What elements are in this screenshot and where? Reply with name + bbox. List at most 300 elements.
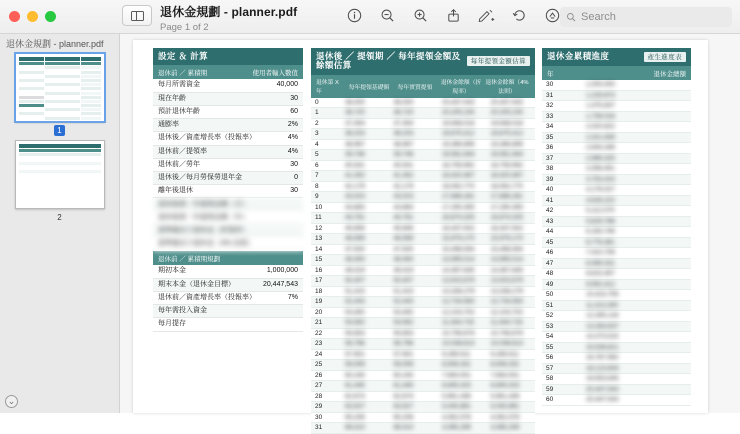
sidebar-options-button[interactable]: ⌄ [5,395,18,408]
table-row [542,259,691,270]
cell-bal-d: 5,040,891 [442,403,471,411]
panel-c-columns [542,66,691,80]
thumbnail-list[interactable] [0,51,119,223]
row-year: 15 [315,256,323,264]
cell-real: 42,179 [393,182,414,190]
minimize-button[interactable] [27,11,38,22]
table-row [542,280,691,291]
cell-real: 63,927 [393,403,414,411]
cell-bal-r: 8,508,331 [490,361,520,369]
cell-real: 45,656 [393,224,414,232]
cell-total: 12,265,134 [586,312,619,320]
table-row [542,206,691,217]
cell-bal-d: 19,948,018 [442,119,475,127]
row-value: 60 [290,107,298,115]
table-row [311,182,535,193]
table-row [311,371,535,382]
row-year: 41 [546,196,554,204]
thumbnail-preview-2 [16,141,104,208]
table-row [153,225,303,238]
search-icon [566,12,576,22]
row-label: 退休後第一年提領金額（年） [158,213,249,221]
row-value: 30 [290,94,298,102]
cell-total: 6,776,481 [586,238,615,246]
table-row [153,292,303,305]
panel-c-title [542,48,691,66]
cell-real: 38,203 [393,130,414,138]
row-year: 11 [315,214,322,222]
cell-bal-r: 17,686,281 [490,193,524,201]
cell-base: 42,179 [345,182,365,190]
annotate-icon[interactable] [542,4,562,26]
cell-base: 55,653 [345,329,365,337]
window-controls[interactable] [9,11,56,22]
row-year: 14 [315,245,323,253]
row-year: 36 [546,144,554,152]
cell-bal-d: 5,961,436 [442,392,471,400]
table-row [153,159,303,172]
table-row [542,290,691,301]
cell-bal-d: 12,734,583 [442,298,475,306]
cell-bal-d: 6,845,415 [442,382,471,390]
row-label: 離年後退休 [158,187,193,195]
row-year: 48 [546,270,554,278]
cell-total: 4,628,222 [586,196,615,204]
cell-bal-r: 10,756,679 [490,329,524,337]
row-year: 43 [546,217,554,225]
cell-bal-d: 4,082,578 [442,413,471,421]
table-row [542,374,691,385]
cell-base: 65,206 [345,413,365,421]
row-label: 現在年齡 [158,94,186,102]
table-row [311,98,535,109]
cell-bal-d: 10,756,679 [442,329,475,337]
cell-bal-d: 12,103,702 [442,308,475,316]
zoom-out-icon[interactable] [377,4,397,26]
cell-total: 18,123,834 [586,364,619,372]
table-row [311,392,535,403]
row-year: 30 [315,413,323,421]
cell-real: 44,761 [393,214,414,222]
info-icon[interactable] [344,4,364,26]
cell-bal-r: 19,081,944 [490,151,524,159]
maximize-button[interactable] [45,11,56,22]
table-row [153,146,303,159]
thumbnail-page-2[interactable] [0,140,119,223]
cell-total: 16,787,982 [586,354,619,362]
row-year: 59 [546,385,554,393]
cell-bal-r: 19,386,899 [490,140,524,148]
row-label: 退休後／資產增長率（投報率） [158,134,256,142]
row-value: 20,447,543 [262,280,298,288]
cell-bal-d: 15,498,594 [442,245,475,253]
row-year: 10 [315,203,323,211]
table-row [311,192,535,203]
cell-bal-r: 9,289,511 [490,350,519,358]
cell-bal-d: 16,874,325 [442,214,475,222]
table-row [153,238,303,251]
row-year: 19 [315,298,323,306]
thumbnail-sidebar[interactable] [0,34,120,413]
cell-real: 37,454 [393,119,414,127]
col-base: 每年提領基礎額 [348,84,390,91]
cell-base: 40,541 [345,161,365,169]
cell-real: 48,450 [393,256,414,264]
table-row [311,413,535,424]
cell-bal-r: 14,467,645 [490,266,524,274]
cell-bal-d: 16,437,502 [442,224,475,232]
cell-bal-r: 7,694,001 [490,371,520,379]
cell-bal-d: 19,386,899 [442,140,475,148]
panel-c-rows [542,80,691,406]
cell-real: 53,492 [393,308,414,316]
row-year: 57 [546,364,554,372]
table-row [153,106,303,119]
cell-real: 52,443 [393,298,414,306]
row-year: 7 [315,172,319,180]
table-row [542,322,691,333]
table-row [153,79,303,92]
table-row [311,203,535,214]
row-year: 25 [315,361,323,369]
table-row [311,318,535,329]
page-indicator: Page 1 of 2 [160,22,209,33]
row-year: 0 [315,98,319,106]
cell-base: 61,445 [345,382,365,390]
table-row [542,122,691,133]
cell-total: 3,753,415 [586,175,615,183]
thumbnail-page-1[interactable] [0,53,119,136]
row-year: 39 [546,175,554,183]
cell-base: 51,415 [345,287,365,295]
row-year: 34 [546,123,554,131]
table-row [542,196,691,207]
cell-real: 61,445 [393,382,414,390]
cell-total: 2,644,348 [586,144,615,152]
row-label: 期末本金（退休金目標） [158,280,235,288]
cell-real: 56,766 [393,340,414,348]
row-label: 每月所需資金 [158,81,200,89]
cell-bal-d: 17,686,281 [442,193,475,201]
table-row [153,185,303,198]
cell-bal-d: 13,915,679 [442,277,475,285]
thumbnail-image-2[interactable] [15,140,105,209]
cell-total: 11,313,300 [586,301,619,309]
panel-a-title-text: 設定 ＆ 計算 [158,51,209,61]
panel-c-title-text: 退休金累積進度 [547,51,610,62]
cell-real: 38,967 [393,140,414,148]
document-title-block [160,3,297,33]
table-row [311,381,535,392]
table-row [542,112,691,123]
cell-bal-r: 10,038,614 [490,340,524,348]
table-row [311,423,535,434]
cell-bal-r: 16,437,502 [490,224,524,232]
cell-real: 43,883 [393,203,414,211]
cell-base: 38,203 [345,130,365,138]
cell-real: 55,653 [393,329,414,337]
sidebar-header: 退休金規劃 - planner.pdf [6,39,104,49]
row-value: 7% [287,293,298,301]
table-row [311,266,535,277]
row-year: 22 [315,329,323,337]
cell-bal-d: 13,338,279 [442,287,475,295]
generate-withdrawal-button[interactable]: 每年提領金額估算 [467,56,530,66]
cell-real: 66,510 [393,424,414,432]
row-year: 60 [546,396,554,404]
table-row [153,172,303,185]
cell-bal-d: 11,444,716 [442,319,475,327]
row-year: 4 [315,140,319,148]
cell-bal-r: 19,948,018 [490,119,524,127]
cell-bal-r: 4,082,578 [490,413,520,421]
row-label: 退休前／勞年 [158,160,200,168]
row-value: 30 [290,160,298,168]
cell-real: 39,746 [393,151,414,159]
panel-a-subheader [153,65,303,79]
cell-bal-d: 17,290,355 [442,203,475,211]
cell-total: 5,112,070 [586,207,615,215]
row-year: 32 [546,102,554,110]
thumbnail-image-1[interactable] [15,53,105,122]
cell-bal-r: 18,420,467 [490,172,524,180]
table-row [311,140,535,151]
cell-total: 2,020,622 [586,123,615,131]
cell-total: 20,447,543 [586,396,619,404]
cell-bal-d: 19,081,944 [442,151,475,159]
cell-base: 36,000 [345,98,365,106]
panel-a-subheader-left: 退休前 ／ 累積期 [158,69,208,77]
table-row [542,385,691,396]
cell-bal-r: 19,675,412 [490,130,524,138]
table-row [311,402,535,413]
row-year: 30 [546,81,554,89]
cell-bal-r: 16,874,325 [490,214,524,222]
panel-a-subheader-right: 使用者輸入數值 [252,69,298,77]
cell-total: 3,358,451 [586,165,615,173]
table-row [542,175,691,186]
generate-progress-button[interactable]: 產生進度表 [644,52,687,62]
cell-base: 53,492 [345,308,365,316]
cell-real: 50,407 [393,277,414,285]
row-year: 20 [315,308,323,316]
cell-base: 62,674 [345,392,365,400]
row-year: 56 [546,354,554,362]
cell-base: 49,419 [345,266,365,274]
row-year: 50 [546,291,554,299]
row-year: 42 [546,207,554,215]
cell-total: 6,183,746 [586,228,615,236]
cell-real: 36,720 [393,109,414,117]
cell-bal-r: 3,085,259 [490,424,520,432]
col-year: 退休第 X 年 [316,80,339,96]
row-label: 預計退休年齡 [158,107,200,115]
markup-pen-icon[interactable] [476,4,496,26]
cell-total: 1,229,873 [586,91,615,99]
row-year: 1 [315,109,319,117]
cell-base: 43,883 [345,203,365,211]
table-row [542,248,691,259]
cell-total: 9,592,412 [586,280,615,288]
row-label: 退休前／提領率 [158,147,207,155]
row-value: 4% [287,147,298,155]
cell-bal-r: 5,040,891 [490,403,520,411]
cell-base: 54,562 [345,319,365,327]
cell-real: 47,500 [393,245,414,253]
table-row [311,171,535,182]
table-row [153,132,303,145]
cell-total: 8,815,457 [586,270,615,278]
cell-bal-r: 15,979,170 [490,235,524,243]
search-input[interactable] [560,7,732,27]
panel-a-title [153,48,303,65]
col-year: 年 [547,70,554,78]
row-label: 通膨率 [158,121,179,129]
table-row [311,119,535,130]
table-row [153,305,303,318]
sidebar-icon [131,11,144,21]
table-row [542,164,691,175]
panel-b-rows [311,98,535,434]
cell-base: 43,023 [345,193,365,201]
row-year: 40 [546,186,554,194]
row-year: 6 [315,161,319,169]
cell-bal-r: 6,845,415 [490,382,520,390]
row-year: 3 [315,130,319,138]
table-row [542,185,691,196]
row-year: 2 [315,119,319,127]
sidebar-toggle-button[interactable] [122,5,152,26]
close-button[interactable] [9,11,20,22]
cell-real: 40,541 [393,161,414,169]
col-real: 每年實質提領 [397,84,433,91]
table-row [311,108,535,119]
cell-real: 49,419 [393,266,414,274]
table-row [311,255,535,266]
cell-total: 8,089,331 [586,259,615,267]
cell-total: 20,447,543 [586,385,619,393]
cell-real: 46,569 [393,235,414,243]
cell-base: 63,927 [345,403,365,411]
cell-bal-r: 11,444,716 [490,319,523,327]
row-year: 53 [546,322,554,330]
panel-b-title [311,48,535,75]
cell-bal-r: 17,290,355 [490,203,524,211]
cell-base: 47,500 [345,245,365,253]
panel-withdrawal-estimate [311,48,535,434]
share-icon[interactable] [443,4,463,26]
table-row [542,217,691,228]
toolbar [344,4,595,26]
cell-bal-r: 18,062,770 [490,182,524,190]
cell-base: 44,761 [345,214,365,222]
row-year: 16 [315,266,323,274]
row-year: 38 [546,165,554,173]
cell-total: 2,989,325 [586,154,615,162]
rotate-icon[interactable] [509,4,529,26]
row-year: 9 [315,193,319,201]
row-year: 18 [315,287,323,295]
row-year: 23 [315,340,323,348]
row-year: 24 [315,350,323,358]
col-balance-rule: 退休金餘額（4% 法則） [485,80,529,96]
cell-base: 50,407 [345,277,365,285]
cell-real: 59,059 [393,361,414,369]
row-year: 47 [546,259,554,267]
row-year: 58 [546,375,554,383]
table-row [542,301,691,312]
row-label: 退休前／資產增長率（投報率） [158,293,256,301]
row-year: 31 [546,91,554,99]
table-row [311,150,535,161]
table-row [153,93,303,106]
table-row [311,245,535,256]
table-row [311,287,535,298]
cell-base: 57,901 [345,350,365,358]
cell-bal-d: 20,447,543 [442,98,475,106]
cell-total: 13,283,637 [586,322,619,330]
table-row [311,329,535,340]
table-row [153,265,303,278]
row-year: 54 [546,333,554,341]
cell-bal-d: 15,979,170 [442,235,475,243]
row-year: 44 [546,228,554,236]
row-value: 1,000,000 [266,267,298,275]
cell-base: 38,967 [345,140,365,148]
panel-a-section2-header: 退休前 ／ 累積期規劃 [153,251,303,265]
cell-base: 56,766 [345,340,365,348]
cell-bal-d: 19,675,412 [442,130,475,138]
table-row [542,311,691,322]
row-value: 4% [287,134,298,142]
cell-bal-d: 18,062,770 [442,182,475,190]
cell-base: 66,510 [345,424,365,432]
pdf-page [133,40,708,432]
cell-bal-d: 8,508,331 [442,361,471,369]
cell-base: 45,656 [345,224,365,232]
cell-bal-d: 18,759,992 [442,161,475,169]
table-row [311,308,535,319]
thumbnail-number-2: 2 [57,213,62,222]
cell-total: 1,000,000 [586,81,615,89]
row-year: 45 [546,238,554,246]
cell-total: 4,176,027 [586,186,615,194]
cell-bal-d: 9,289,511 [442,350,471,358]
table-row [153,119,303,132]
table-row [542,133,691,144]
search-placeholder: Search [581,11,616,23]
row-year: 52 [546,312,554,320]
cell-bal-r: 12,103,702 [490,308,524,316]
cell-bal-r: 13,338,279 [490,287,524,295]
table-row [311,297,535,308]
row-label: 每月提存 [158,320,186,328]
cell-base: 39,746 [345,151,365,159]
cell-total: 2,321,939 [586,133,615,141]
cell-bal-r: 14,995,014 [490,256,524,264]
row-label: 退休後／每月勞保勞退年金 [158,174,242,182]
cell-total: 10,423,755 [586,291,619,299]
table-row [542,154,691,165]
table-row [542,364,691,375]
cell-real: 43,023 [393,193,414,201]
table-row [542,101,691,112]
panel-b-columns [311,75,535,98]
cell-base: 41,352 [345,172,365,180]
cell-bal-r: 12,734,583 [490,298,524,306]
zoom-in-icon[interactable] [410,4,430,26]
cell-base: 48,450 [345,256,365,264]
